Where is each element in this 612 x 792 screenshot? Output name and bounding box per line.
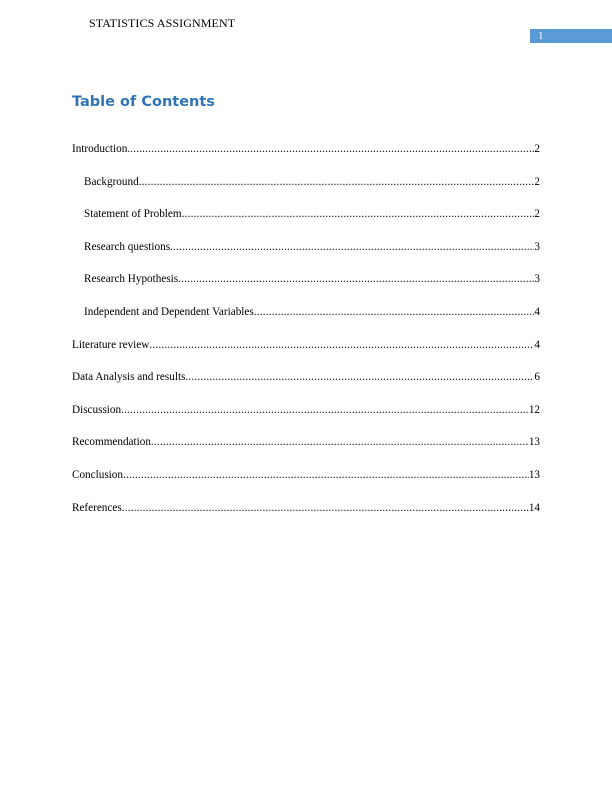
- toc-entry-page: 13: [528, 468, 540, 481]
- toc-entry-label: Conclusion: [72, 468, 123, 481]
- toc-leader-dots: [185, 371, 534, 383]
- toc-entry-label: Research Hypothesis: [84, 273, 179, 286]
- table-of-contents: [72, 143, 540, 534]
- toc-leader-dots: [178, 273, 534, 285]
- toc-entry-page: 2: [534, 175, 540, 188]
- toc-entry-references[interactable]: [72, 502, 540, 518]
- toc-entry-page: 14: [528, 501, 540, 514]
- toc-entry-label: Statement of Problem: [84, 208, 182, 221]
- toc-entry-research-hypothesis[interactable]: [72, 273, 540, 289]
- toc-entry-literature-review[interactable]: [72, 339, 540, 355]
- toc-entry-background[interactable]: [72, 176, 540, 192]
- toc-leader-dots: [151, 436, 529, 448]
- header-title: STATISTICS ASSIGNMENT: [89, 16, 236, 30]
- toc-entry-label: Introduction: [72, 143, 128, 155]
- toc-entry-page: 6: [534, 371, 540, 384]
- toc-entry-page: 13: [528, 436, 540, 449]
- toc-heading: Table of Contents: [72, 94, 215, 110]
- toc-entry-introduction[interactable]: [72, 143, 540, 159]
- toc-entry-page: 2: [534, 143, 540, 155]
- toc-entry-statement-of-problem[interactable]: [72, 208, 540, 224]
- toc-entry-page: 3: [534, 273, 540, 286]
- toc-entry-discussion[interactable]: [72, 404, 540, 420]
- page-number-badge: 1: [530, 29, 612, 43]
- toc-entry-label: Research questions: [84, 240, 171, 253]
- toc-entry-page: 4: [534, 338, 540, 351]
- toc-entry-data-analysis[interactable]: [72, 371, 540, 387]
- toc-entry-research-questions[interactable]: [72, 241, 540, 257]
- toc-leader-dots: [139, 176, 535, 188]
- toc-leader-dots: [121, 404, 529, 416]
- toc-entry-label: Discussion: [72, 403, 122, 416]
- toc-entry-page: 12: [528, 403, 540, 416]
- toc-leader-dots: [127, 143, 534, 155]
- toc-leader-dots: [254, 306, 535, 318]
- toc-entry-label: References: [72, 501, 122, 514]
- toc-entry-independent-dependent-variables[interactable]: [72, 306, 540, 322]
- toc-leader-dots: [122, 502, 529, 514]
- toc-entry-conclusion[interactable]: [72, 469, 540, 485]
- toc-leader-dots: [182, 208, 535, 220]
- toc-entry-label: Data Analysis and results: [72, 371, 186, 384]
- toc-leader-dots: [149, 339, 534, 351]
- toc-entry-page: 2: [534, 208, 540, 221]
- toc-entry-page: 4: [534, 305, 540, 318]
- toc-entry-label: Background: [84, 175, 139, 188]
- toc-entry-label: Independent and Dependent Variables: [84, 305, 254, 318]
- toc-entry-page: 3: [534, 240, 540, 253]
- toc-entry-label: Literature review: [72, 338, 150, 351]
- toc-leader-dots: [123, 469, 529, 481]
- toc-entry-label: Recommendation: [72, 436, 151, 449]
- toc-leader-dots: [170, 241, 534, 253]
- toc-entry-recommendation[interactable]: [72, 436, 540, 452]
